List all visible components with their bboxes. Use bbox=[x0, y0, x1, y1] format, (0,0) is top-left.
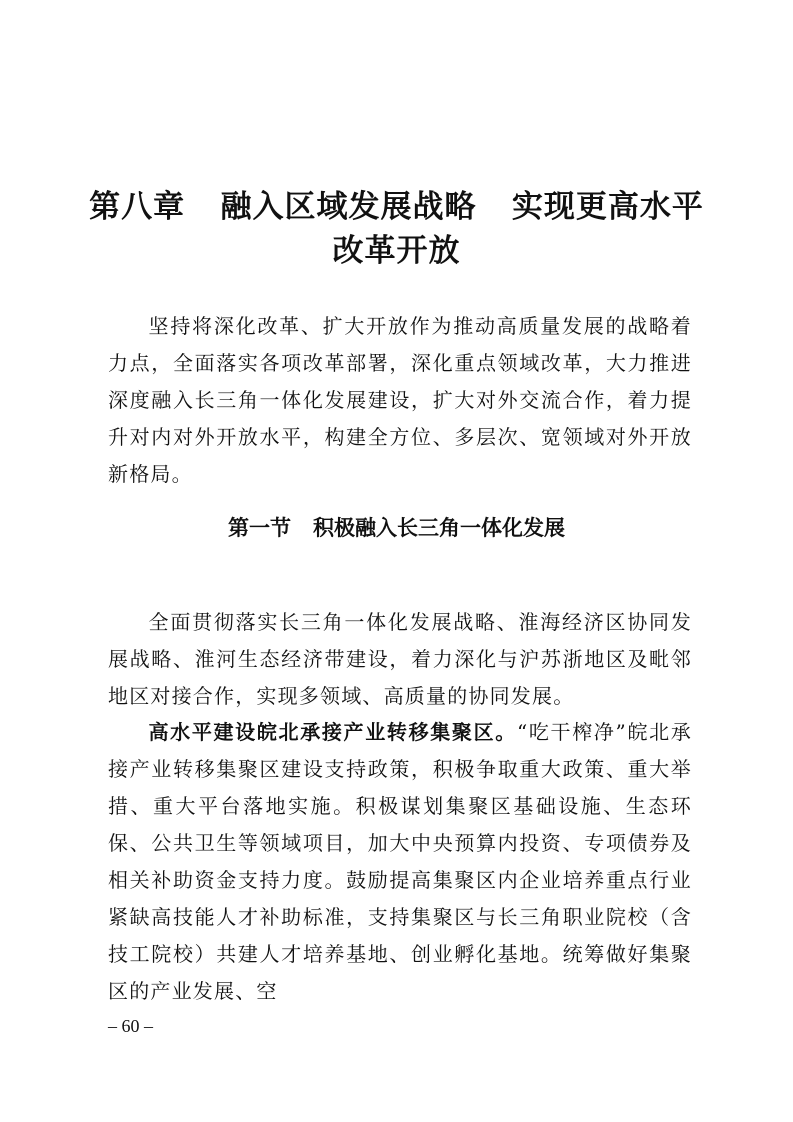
page-number: – 60 – bbox=[108, 1016, 153, 1036]
section-title: 第一节 积极融入长三角一体化发展 bbox=[228, 516, 565, 540]
section-paragraph bbox=[108, 604, 692, 715]
subsection-paragraph bbox=[108, 714, 692, 1010]
subsection-body: “吃干榨净”皖北承接产业转移集聚区建设支持政策，积极争取重大政策、重大举措、重大平台落地实施。积极谋划集聚区基础设施、生态环保、公共卫生等领域项目，加大中央预算内投资、专项债券及相关补助资金支持力度。鼓励提高集聚区内企业培养重点行业紧缺高技能人才补助标准，支持集聚区与长三角职业院校（含技工院校）共建人才培养基地、创业孵化基地。统筹做好集聚区的产业发展、空 bbox=[108, 720, 693, 1003]
section-paragraph-text: 全面贯彻落实长三角一体化发展战略、淮海经济区协同发展战略、淮河生态经济带建设，着力深化与沪苏浙地区及毗邻地区对接合作，实现多领域、高质量的协同发展。 bbox=[108, 610, 692, 708]
intro-paragraph bbox=[108, 308, 692, 493]
subsection-lead: 高水平建设皖北承接产业转移集聚区。 bbox=[148, 720, 517, 744]
intro-paragraph-text: 坚持将深化改革、扩大开放作为推动高质量发展的战略着力点，全面落实各项改革部署，深化重点领域改革，大力推进深度融入长三角一体化发展建设，扩大对外交流合作，着力提升对内对外开放水平，构建全方位、多层次、宽领域对外开放新格局。 bbox=[108, 314, 692, 486]
chapter-title-line-2: 改革开放 bbox=[332, 233, 461, 269]
chapter-title-line-1: 第八章 融入区域发展战略 实现更高水平 bbox=[89, 189, 704, 225]
